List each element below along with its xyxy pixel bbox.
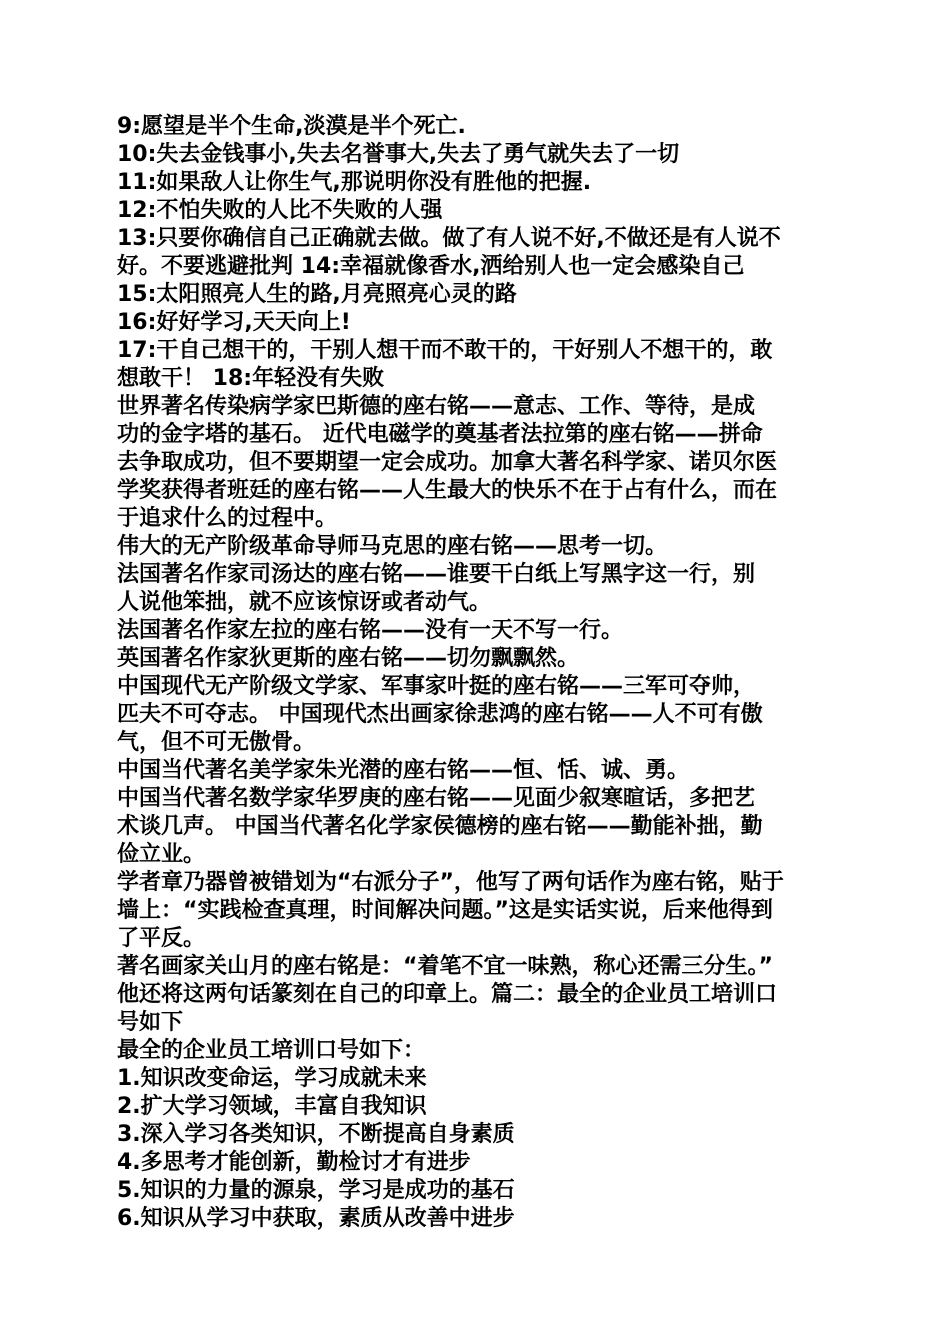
text-line: 匹夫不可夺志。 中国现代杰出画家徐悲鸿的座右铭——人不可有傲 (117, 702, 763, 727)
text-line: 9:愿望是半个生命,淡漠是半个死亡. (117, 114, 466, 139)
text-line: 学奖获得者班廷的座右铭——人生最大的快乐不在于占有什么，而在 (117, 478, 778, 503)
text-line: 俭立业。 (117, 842, 206, 867)
text-line: 伟大的无产阶级革命导师马克思的座右铭——思考一切。 (117, 534, 668, 559)
text-line: 英国著名作家狄更斯的座右铭——切勿飘飘然。 (117, 646, 580, 671)
text-line: 他还将这两句话篆刻在自己的印章上。篇二：最全的企业员工培训口 (117, 982, 778, 1007)
text-line: 著名画家关山月的座右铭是：“着笔不宜一味熟，称心还需三分生。” (117, 954, 773, 979)
text-line: 1.知识改变命运，学习成就未来 (117, 1066, 427, 1091)
text-line: 3.深入学习各类知识，不断提高自身素质 (117, 1122, 515, 1147)
text-line: 6.知识从学习中获取，素质从改善中进步 (117, 1206, 515, 1231)
text-line: 15:太阳照亮人生的路,月亮照亮心灵的路 (117, 282, 517, 307)
text-line: 10:失去金钱事小,失去名誉事大,失去了勇气就失去了一切 (117, 142, 680, 167)
text-line: 于追求什么的过程中。 (117, 506, 338, 531)
text-line: 4.多思考才能创新，勤检讨才有进步 (117, 1150, 471, 1175)
text-line: 中国现代无产阶级文学家、军事家叶挺的座右铭——三军可夺帅， (117, 674, 756, 699)
text-line: 好。不要逃避批判 14:幸福就像香水,洒给别人也一定会感染自己 (117, 254, 745, 279)
document-body (117, 113, 839, 1233)
text-line: 5.知识的力量的源泉，学习是成功的基石 (117, 1178, 515, 1203)
text-line: 2.扩大学习领域，丰富自我知识 (117, 1094, 427, 1119)
text-line: 中国当代著名美学家朱光潜的座右铭——恒、恬、诚、勇。 (117, 758, 690, 783)
text-line: 号如下 (117, 1010, 184, 1035)
text-line: 墙上：“实践检查真理，时间解决问题。”这是实话实说，后来他得到 (117, 898, 773, 923)
text-line: 想敢干！ 18:年轻没有失败 (117, 366, 385, 391)
text-line: 学者章乃器曾被错划为“右派分子”，他写了两句话作为座右铭，贴于 (117, 870, 784, 895)
text-line: 术谈几声。 中国当代著名化学家侯德榜的座右铭——勤能补拙，勤 (117, 814, 763, 839)
text-line: 人说他笨拙，就不应该惊讶或者动气。 (117, 590, 492, 615)
text-line: 气，但不可无傲骨。 (117, 730, 316, 755)
text-line: 16:好好学习,天天向上! (117, 310, 351, 335)
text-line: 功的金字塔的基石。 近代电磁学的奠基者法拉第的座右铭——拼命 (117, 422, 763, 447)
text-line: 17:干自己想干的，干别人想干而不敢干的，干好别人不想干的，敢 (117, 338, 773, 363)
text-line: 11:如果敌人让你生气,那说明你没有胜他的把握. (117, 170, 592, 195)
text-line: 最全的企业员工培训口号如下： (117, 1038, 426, 1063)
text-line: 法国著名作家司汤达的座右铭——谁要干白纸上写黑字这一行，别 (117, 562, 756, 587)
text-line: 去争取成功，但不要期望一定会成功。加拿大著名科学家、诺贝尔医 (117, 450, 778, 475)
text-line: 中国当代著名数学家华罗庚的座右铭——见面少叙寒暄话，多把艺 (117, 786, 756, 811)
text-line: 世界著名传染病学家巴斯德的座右铭——意志、工作、等待，是成 (117, 394, 756, 419)
text-line: 13:只要你确信自己正确就去做。做了有人说不好,不做还是有人说不 (117, 226, 781, 251)
text-line: 法国著名作家左拉的座右铭——没有一天不写一行。 (117, 618, 624, 643)
text-line: 了平反。 (117, 926, 206, 951)
text-line: 12:不怕失败的人比不失败的人强 (117, 198, 443, 223)
